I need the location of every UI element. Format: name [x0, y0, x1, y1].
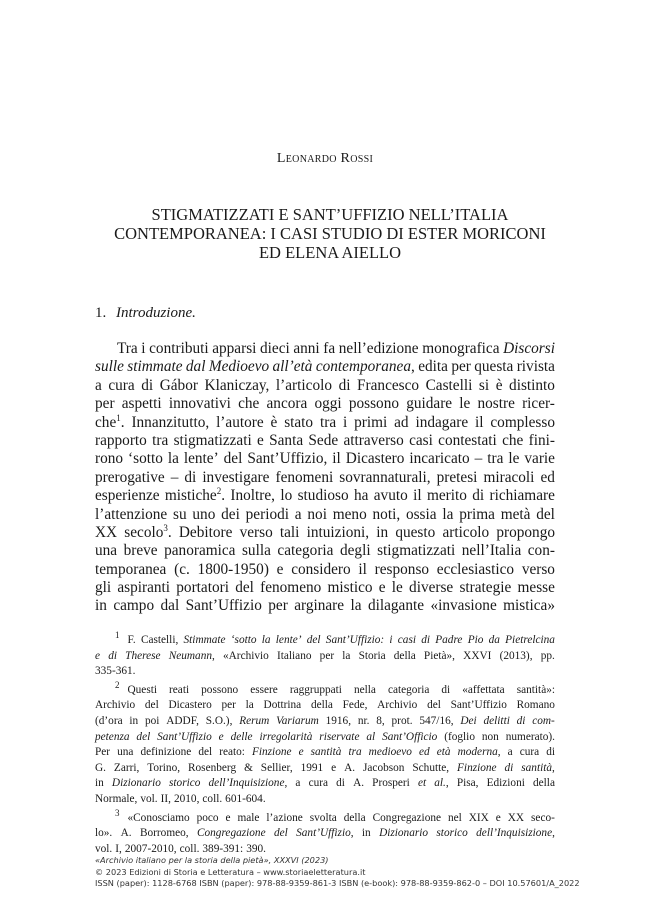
- footnote-line: Normale, vol. II, 2010, coll. 601-604.: [95, 792, 266, 805]
- body-line: rapporto tra stigmatizzati e Santa Sede attraverso casi contestati che fini-: [95, 431, 555, 449]
- body-line: temporanea (c. 1800-1950) e considero il responso ecclesiastico verso: [95, 560, 555, 578]
- body-line: a cura di Gábor Klaniczay, l’articolo di Francesco Castelli si è distinto: [95, 376, 555, 394]
- footnote-ref: 1: [116, 412, 121, 423]
- section-number: 1.: [95, 305, 107, 321]
- footnote-line: e di Therese Neumann, «Archivio Italiano per la Storia della Pietà», XXVI (2013), pp.: [95, 649, 555, 662]
- footnote-line: petenza del Sant’Uffizio e delle irregolarità riservate al Sant’Officio (foglio non numerato).: [95, 730, 555, 743]
- body-line: in campo dal Sant’Uffizio per arginare la dilagante «invasione mistica»: [95, 597, 555, 615]
- body-line: che$^1$. Innanzitutto, l’autore è stato tra i primi ad indagare il complesso: [95, 412, 555, 431]
- footnote-line: $^3$ «Conosciamo poco e male l’azione svolta della Congregazione nel XIX e XX seco-: [95, 811, 555, 827]
- footnote-line: (d’ora in poi ADDF, S.O.), Rerum Variarum 1916, nr. 8, prot. 547/16, Dei delitti di com-: [95, 714, 555, 727]
- footnote-number: 2: [115, 680, 120, 691]
- body-line: gli aspiranti portatori del fenomeno mistico e le diverse strategie messe: [95, 579, 555, 597]
- footnote-line: G. Zarri, Torino, Rosenberg & Sellier, 1991 e A. Jacobson Schutte, Finzione di santità,: [95, 761, 555, 774]
- body-line: prerogative – di investigare fenomeni sovrannaturali, pretesi miracoli ed: [95, 468, 555, 486]
- footnote-number: 3: [115, 807, 120, 818]
- section-title: Introduzione.: [116, 305, 196, 321]
- footnote-line: in Dizionario storico dell’Inquisizione, a cura di A. Prosperi et al., Pisa, Edizioni della: [95, 777, 555, 790]
- footnote-line: $^1$ F. Castelli, Stimmate ‘sotto la lente’ del Sant’Uffizio: i casi di Padre Pio da Pietrelcina: [95, 633, 555, 649]
- footnote-line: Archivio del Dicastero per la Dottrina della Fede, Archivio del Sant’Uffizio Romano: [95, 699, 555, 712]
- footnotes: [95, 630, 555, 860]
- body-line: per aspetti innovativi che ancora oggi possono guidare le nostre ricer-: [95, 395, 555, 413]
- title-line: CONTEMPORANEA: I CASI STUDIO DI ESTER MORICONI: [114, 224, 546, 243]
- footer-copyright: © 2023 Edizioni di Storia e Letteratura – www.storiaeletteratura.it: [95, 866, 366, 877]
- footnote-line: $^2$ Questi reati possono essere raggruppati nella categoria di «affettata santità»:: [95, 683, 555, 699]
- footnote-line: Per una definizione del reato: Finzione e santità tra medioevo ed età moderna, a cura di: [95, 746, 555, 759]
- body-line: XX secolo$^3$. Debitore verso tali intuizioni, in questo articolo propongo: [95, 522, 555, 541]
- body-line: una breve panoramica sulla categoria degli stigmatizzati nell’Italia con-: [95, 542, 555, 560]
- footnote-line: vol. I, 2007-2010, coll. 389-391: 390.: [95, 842, 266, 855]
- title-line: STIGMATIZZATI E SANT’UFFIZIO NELL’ITALIA: [151, 205, 509, 224]
- body-line: esperienze mistiche$^2$. Inoltre, lo studioso ha avuto il merito di richiamare: [95, 486, 555, 505]
- section-heading: [95, 305, 196, 322]
- body-text: [95, 340, 555, 616]
- footnote-number: 1: [115, 630, 120, 641]
- footnote-ref: 3: [163, 522, 168, 533]
- footer-issn: ISSN (paper): 1128-6768 ISBN (paper): 978-88-9359-861-3 ISBN (e-book): 978-88-9359-862-0 – DOI 10.57601/A_2022: [95, 878, 580, 888]
- body-line: rono ‘sotto la lente’ del Sant’Uffizio, il Dicastero incaricato – tra le varie: [95, 450, 555, 468]
- title-line: ED ELENA AIELLO: [258, 243, 402, 262]
- body-line: Tra i contributi apparsi dieci anni fa nell’edizione monografica Discorsi: [117, 340, 555, 357]
- footnote-line: 335-361.: [95, 665, 136, 678]
- page-footer: [95, 855, 580, 890]
- article-title: [95, 205, 565, 262]
- footnote-ref: 2: [216, 486, 222, 497]
- article-author: Leonardo Rossi: [276, 151, 374, 166]
- footnote-line: lo». A. Borromeo, Congregazione del Sant’Uffizio, in Dizionario storico dell’Inquisizione,: [95, 827, 555, 840]
- body-line: l’attenzione su uno dei periodi a noi meno noti, ossia la prima metà del: [95, 505, 555, 523]
- footer-journal: «Archivio italiano per la storia della pietà», XXXVI (2023): [95, 855, 329, 865]
- body-line: sulle stimmate dal Medioevo all’età contemporanea, edita per questa rivista: [95, 358, 555, 376]
